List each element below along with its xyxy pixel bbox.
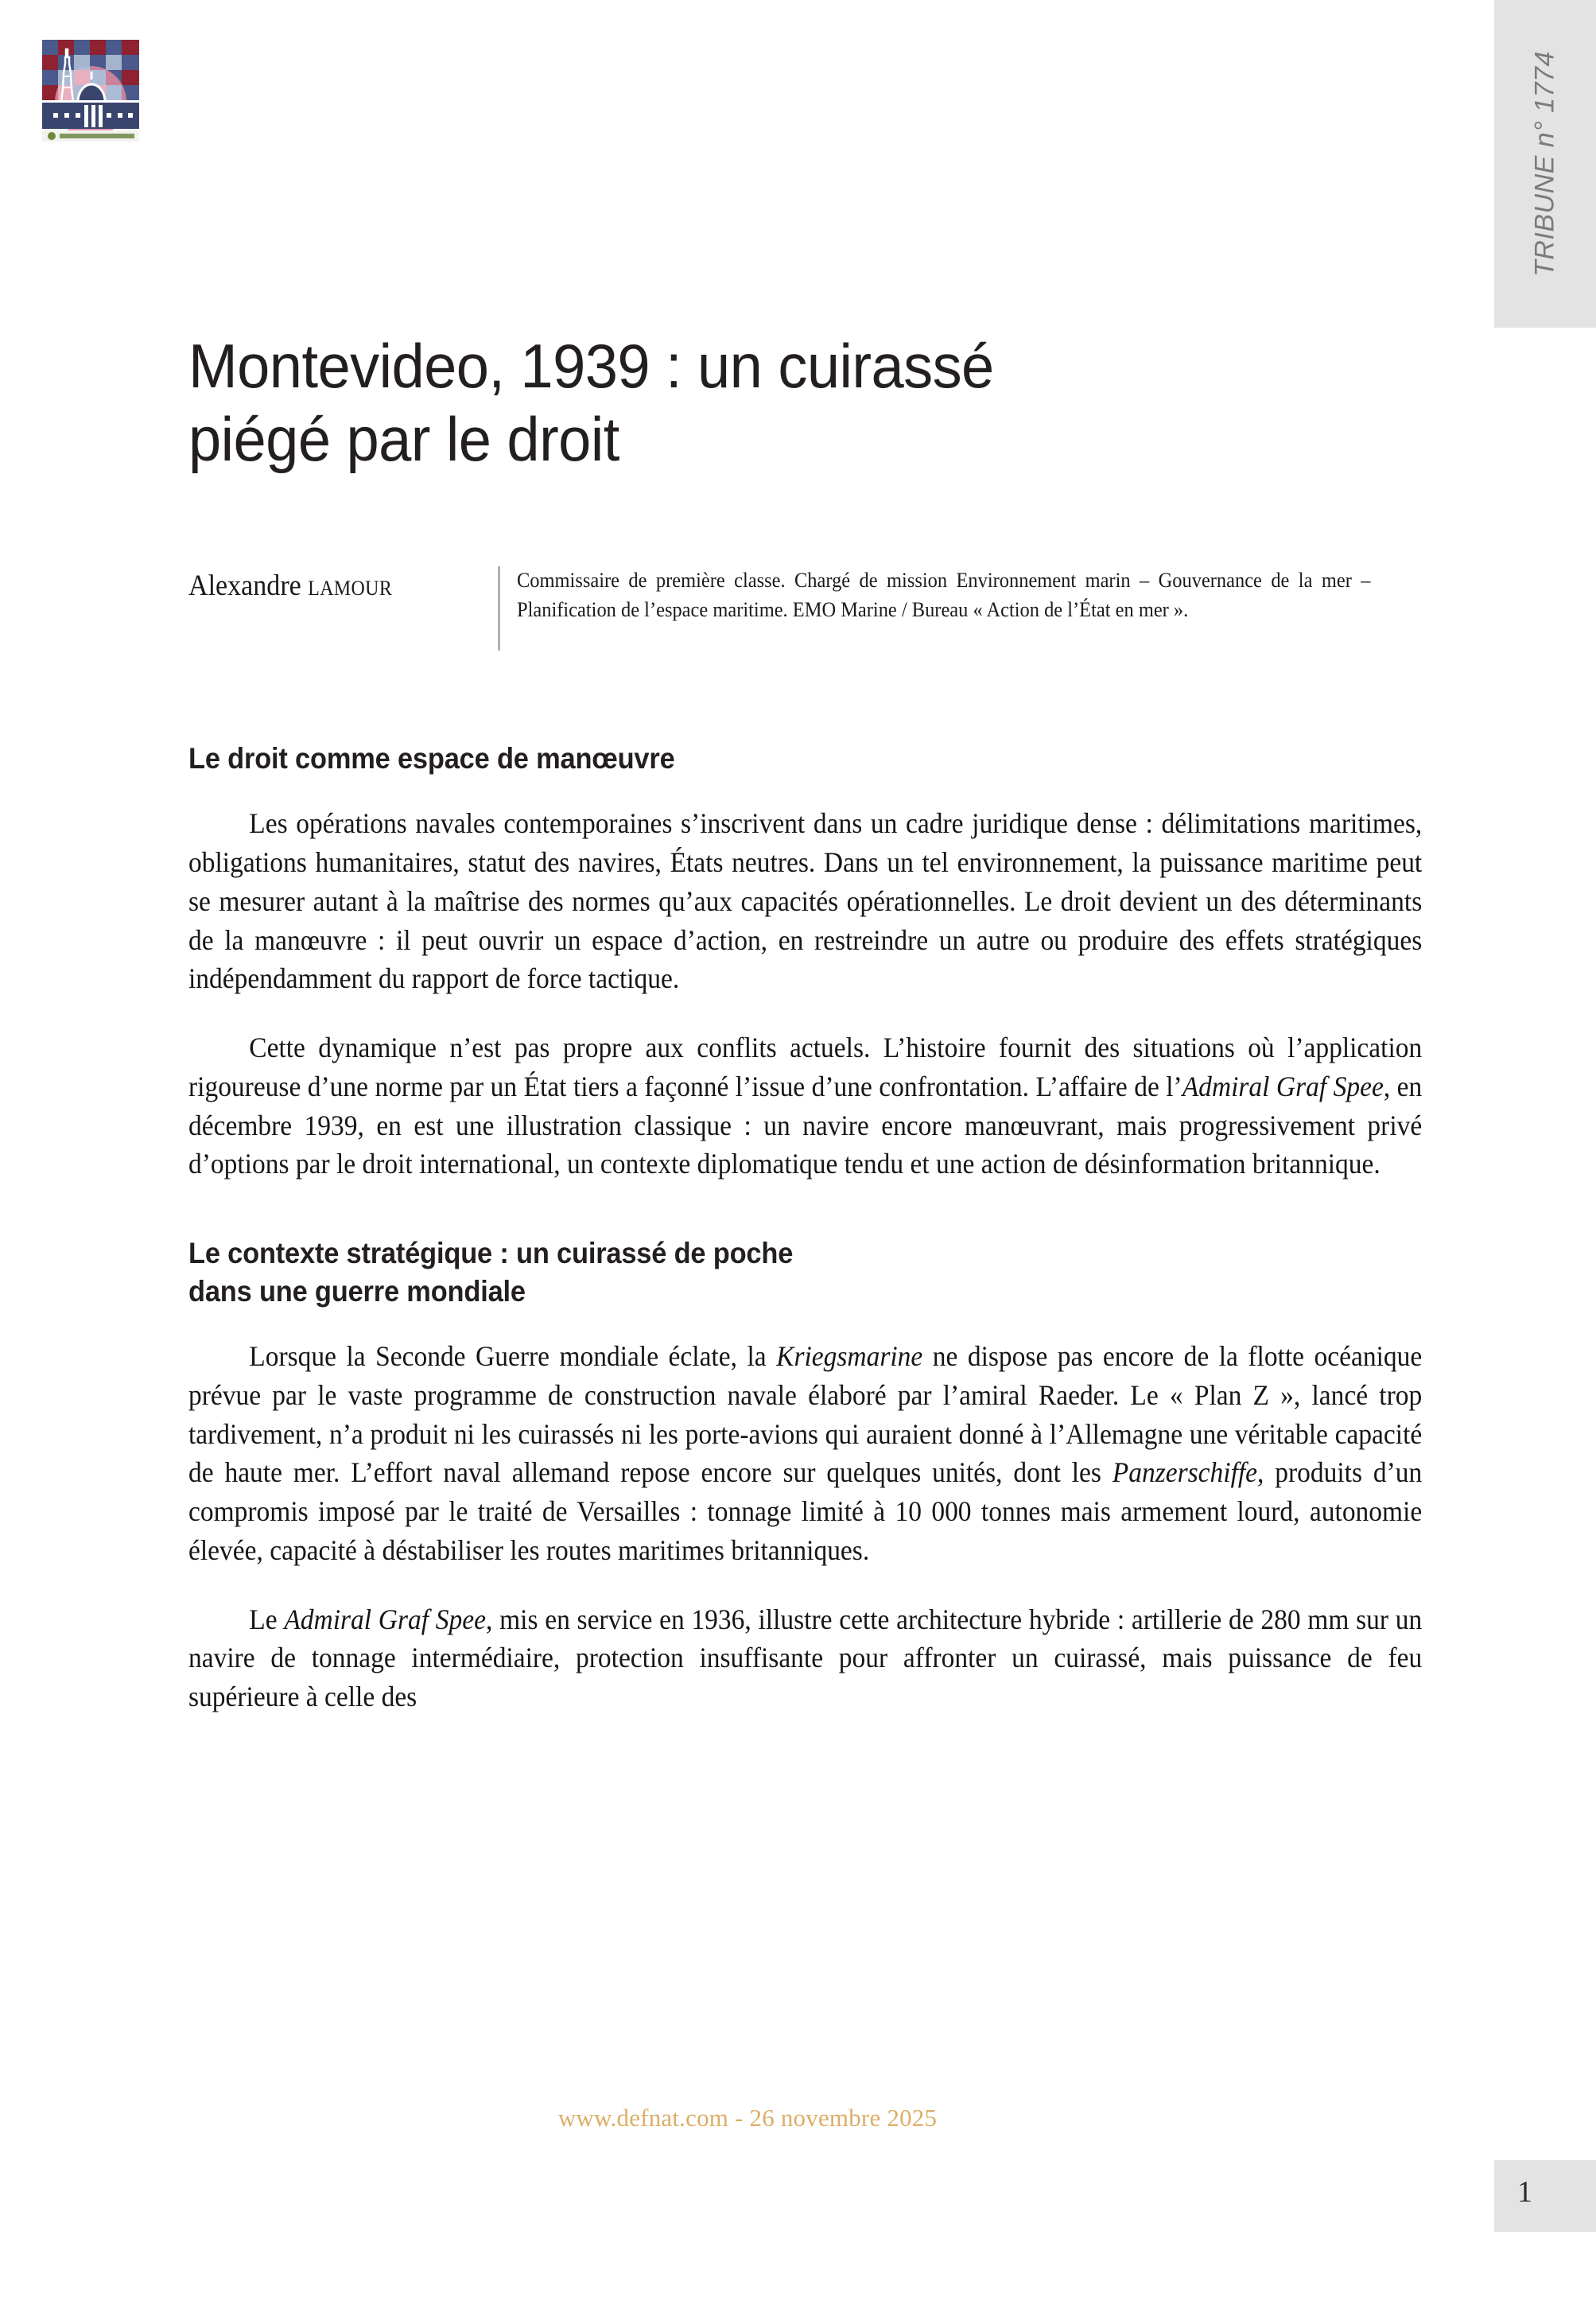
author-name [188, 566, 474, 604]
paragraph-1: Les opérations navales contemporaines s’inscrivent dans un cadre juridique dense : délimitations maritimes, obligations humanitaires, statut des navires, États neutres. Dans un tel environnement, la puissance maritime peut se mesurer autant à la maîtrise des normes qu’aux capacités opérationnelles. Le droit devient un des déterminants de la manœuvre : il peut ouvrir un espace d’action, en restreindre un autre ou produire des effets stratégiques indépendamment du rapport de force tactique. [188, 807, 1423, 995]
page-title-line-2: piégé par le droit [188, 404, 619, 475]
paragraph-4 [188, 1600, 1422, 1716]
author-bio: Commissaire de première classe. Chargé de mission Environnement marin – Gouvernance de la mer – Planification de l’espace maritime. EMO Marine / Bureau « Action de l’État en mer ». [517, 569, 1371, 621]
article-body [188, 740, 1423, 1716]
paragraph-3-part-b: ne dispose pas encore de la flotte océanique prévue par le vaste programme de construction navale élaboré par l’amiral Raeder. Le « Plan Z », lancé trop tardivement, n’a produit ni les cuirassés ni les porte-avions qui auraient donné à l’Allemagne une véritable capacité de haute mer. L’effort naval allemand repose encore sur quelques unités, dont les [188, 1339, 1423, 1489]
ship-name-admiral-graf-spee-2: Admiral Graf Spee [284, 1603, 486, 1635]
tribune-number-label: TRIBUNE n° 1774 [1529, 51, 1560, 277]
author-block [188, 566, 1425, 651]
page-title-line-1: Montevideo, 1939 : un cuirassé [188, 331, 994, 402]
institut-logo [42, 40, 139, 142]
author-last-name: lamour [308, 569, 393, 602]
paragraph-3-part-a: Lorsque la Seconde Guerre mondiale éclate, la [249, 1339, 777, 1372]
page-number-box [1494, 2160, 1596, 2232]
logo-graphic [42, 40, 139, 142]
page-number: 1 [1517, 2175, 1532, 2209]
paragraph-3-part-c: , produits d’un compromis imposé par le traité de Versailles : tonnage limité à 10 000 tonnes mais armement lourd, autonomie élevée, capacité à déstabiliser les routes maritimes britanniques. [188, 1456, 1423, 1566]
paragraph-3 [188, 1337, 1422, 1570]
section-heading-2 [188, 1234, 1337, 1310]
page-footer: www.defnat.com - 26 novembre 2025 [557, 2104, 938, 2132]
section-heading-2-line-1: Le contexte stratégique : un cuirassé de poche [188, 1237, 794, 1270]
section-heading-1 [188, 740, 1337, 777]
page-title [188, 329, 1367, 476]
paragraph-2-part-a: Cette dynamique n’est pas propre aux conflits actuels. L’histoire fournit des situations où l’application rigoureuse d’une norme par un État tiers a façonné l’issue d’une confrontation. L’affaire de l’ [188, 1032, 1423, 1102]
paragraph-2-part-b: , en décembre 1939, en est une illustration classique : un navire encore manœuvrant, mais progressivement privé d’options par le droit international, un contexte diplomatique tendu et une action de désinformation britannique. [188, 1070, 1423, 1180]
paragraph-2 [188, 1028, 1422, 1184]
author-first-name: Alexandre [188, 569, 309, 602]
paragraph-4-part-a: Le [249, 1603, 285, 1635]
paragraph-4-part-b: , mis en service en 1936, illustre cette architecture hybride : artillerie de 280 mm sur un navire de tonnage intermédiaire, protection insuffisante pour affronter un cuirassé, mais puissance de feu supérieure à celle des [188, 1603, 1423, 1713]
tribune-tab [1494, 0, 1596, 328]
ship-name-admiral-graf-spee: Admiral Graf Spee [1182, 1070, 1384, 1102]
section-heading-2-line-2: dans une guerre mondiale [188, 1274, 526, 1308]
term-panzerschiffe: Panzerschiffe [1112, 1456, 1258, 1489]
section-heading-1-line-1: Le droit comme espace de manœuvre [188, 742, 675, 775]
term-kriegsmarine: Kriegsmarine [776, 1339, 923, 1372]
